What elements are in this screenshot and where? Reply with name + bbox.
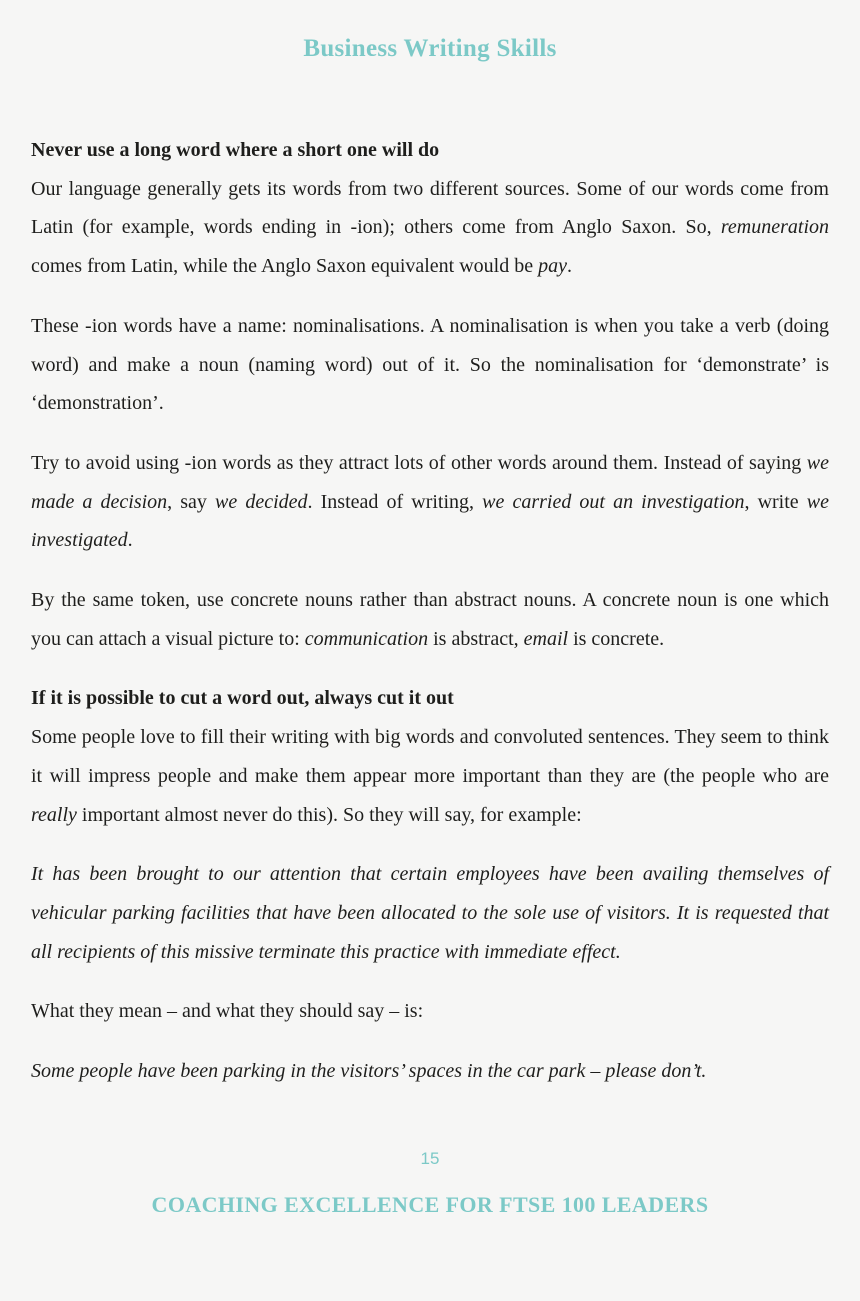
paragraph (31, 718, 829, 834)
body-text: These -ion words have a name: nominalisations. A nominalisation is when you take a verb (doing word) and make a noun (naming word) out of it. So the nominalisation for ‘demonstrate’ is ‘demonstration’. (31, 314, 829, 415)
page-header-title: Business Writing Skills (303, 35, 557, 62)
emphasized-text: we investigated (31, 490, 829, 552)
body-text: What they mean – and what they should say – is: (31, 1000, 424, 1023)
body-text: Some people love to fill their writing with big words and convoluted sentences. They seem to think it will impress people and make them appear more important than they are (the people who are (31, 726, 829, 787)
section-long-words (31, 131, 829, 658)
body-text: . (127, 529, 133, 552)
emphasized-text: Some people have been parking in the visitors’ spaces in the car park – please don’t. (31, 1060, 707, 1083)
emphasized-text: communication (304, 627, 429, 650)
paragraph (31, 444, 829, 560)
paragraph (31, 170, 829, 286)
paragraph (31, 855, 829, 971)
body-text: , write (744, 490, 807, 513)
paragraph (31, 1052, 829, 1091)
emphasized-text: we carried out an investigation (482, 490, 745, 513)
emphasized-text: pay (538, 255, 568, 278)
body-text: Try to avoid using -ion words as they attract lots of other words around them. Instead of saying (31, 451, 807, 474)
body-text: important almost never do this). So they will say, for example: (76, 803, 582, 826)
body-text: is concrete. (568, 627, 665, 650)
body-text: is abstract, (428, 627, 524, 650)
emphasized-text: It has been brought to our attention that certain employees have been availing themselves of vehicular parking facilities that have been allocated to the sole use of visitors. It is requested that all recipients of this missive terminate this practice with immediate effect. (31, 863, 829, 963)
emphasized-text: really (31, 803, 77, 826)
paragraph (31, 581, 829, 658)
body-text: By the same token, use concrete nouns rather than abstract nouns. A concrete noun is one which you can attach a visual picture to: (31, 589, 829, 650)
body-text: , say (167, 490, 216, 513)
section-heading: If it is possible to cut a word out, always cut it out (31, 687, 454, 710)
body-text: . Instead of writing, (307, 490, 483, 513)
body-text: comes from Latin, while the Anglo Saxon equivalent would be (31, 255, 539, 278)
page-content (31, 131, 829, 1112)
body-text: Our language generally gets its words from two different sources. Some of our words come from Latin (for example, words ending in -ion); others come from Anglo Saxon. So, (31, 177, 829, 239)
section-cut-words (31, 679, 829, 1090)
page-footer-title: COACHING EXCELLENCE FOR FTSE 100 LEADERS (151, 1192, 709, 1217)
section-paragraphs (31, 170, 829, 659)
emphasized-text: remuneration (720, 216, 829, 239)
body-text: . (567, 255, 573, 278)
paragraph (31, 307, 829, 423)
emphasized-text: email (523, 627, 569, 650)
section-paragraphs (31, 718, 829, 1091)
section-heading: Never use a long word where a short one will do (31, 139, 440, 161)
emphasized-text: we decided (215, 490, 308, 513)
page-number: 15 (420, 1149, 440, 1168)
emphasized-text: we made a decision (31, 451, 829, 513)
paragraph (31, 992, 829, 1031)
